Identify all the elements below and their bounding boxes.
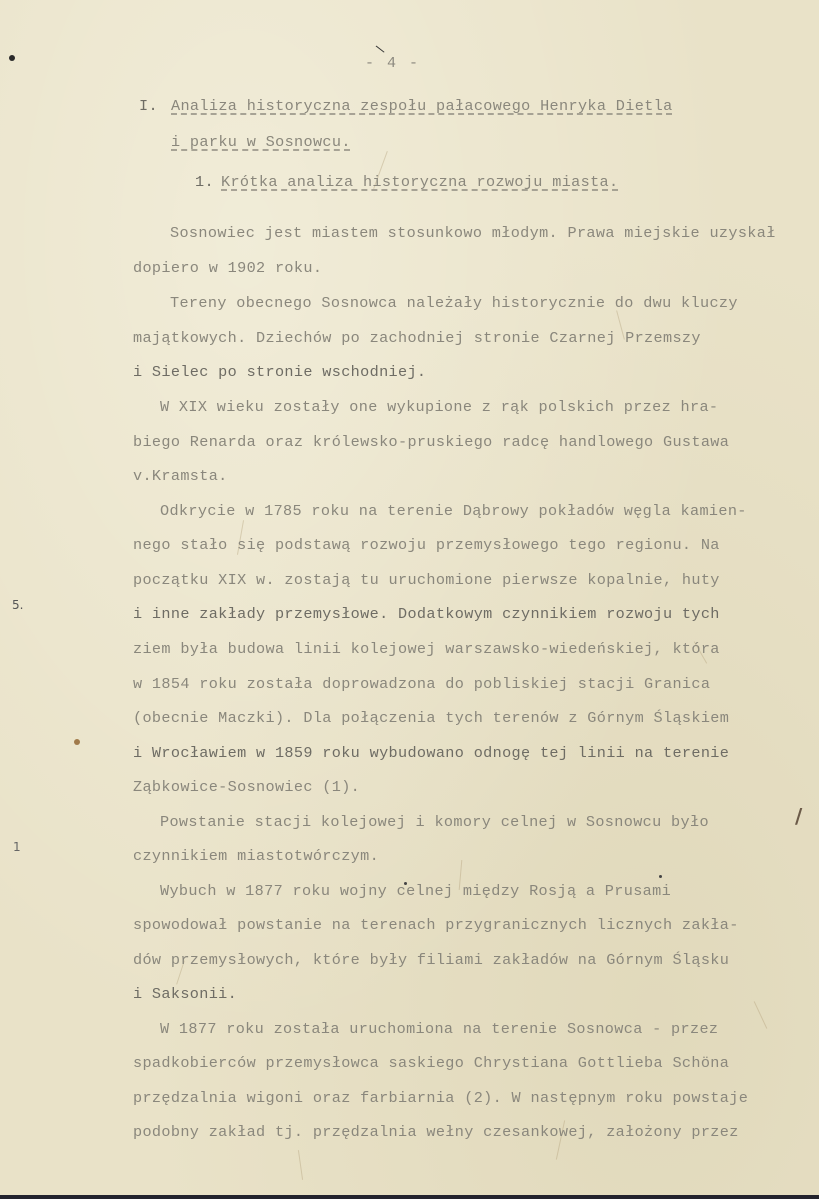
heading-numeral: I. [139,97,158,115]
body-line: spadkobierców przemysłowca saskiego Chrystiana Gottlieba Schöna [133,1054,730,1072]
margin-tick: \ [374,42,386,56]
body-line: majątkowych. Dziechów po zachodniej stronie Czarnej Przemszy [133,329,701,347]
heading-title-line1: Analiza historyczna zespołu pałacowego Henryka Dietla [171,97,673,115]
body-line: Tereny obecnego Sosnowca należały historycznie do dwu kluczy [170,294,738,312]
body-line: dopiero w 1902 roku. [133,259,323,277]
page-number: - 4 - [365,55,421,72]
body-line: W XIX wieku zostały one wykupione z rąk polskich przez hra- [160,398,719,416]
scan-bottom-edge [0,1195,819,1199]
body-line: początku XIX w. zostają tu uruchomione pierwsze kopalnie, huty [133,571,720,589]
body-line: spowodował powstanie na terenach przygranicznych licznych zakła- [133,916,739,934]
margin-mark-right-slash: / [795,804,803,828]
body-line: czynnikiem miastotwórczym. [133,847,380,865]
body-line: podobny zakład tj. przędzalnia wełny czesankowej, założony przez [133,1123,739,1141]
body-line: w 1854 roku została doprowadzona do pobliskiej stacji Granica [133,675,711,693]
body-line: W 1877 roku została uruchomiona na terenie Sosnowca - przez [160,1020,719,1038]
margin-mark-left-lower: 1 [13,840,21,854]
body-line: Wybuch w 1877 roku wojny celnej między Rosją a Prusami [160,882,672,900]
margin-mark-left-mid: 5. [12,598,24,612]
body-line: i Wrocławiem w 1859 roku wybudowano odnogę tej linii na terenie [133,744,730,762]
body-line: dów przemysłowych, które były filiami zakładów na Górnym Śląsku [133,951,730,969]
body-line: nego stało się podstawą rozwoju przemysłowego tego regionu. Na [133,536,720,554]
body-line: v.Kramsta. [133,467,228,485]
body-line: przędzalnia wigoni oraz farbiarnia (2). W następnym roku powstaje [133,1089,749,1107]
body-line: biego Renarda oraz królewsko-pruskiego radcę handlowego Gustawa [133,433,730,451]
stain-speck [74,739,80,745]
body-line: (obecnie Maczki). Dla połączenia tych terenów z Górnym Śląskiem [133,709,730,727]
subheading-title: Krótka analiza historyczna rozwoju miasta. [221,173,619,191]
body-line: i inne zakłady przemysłowe. Dodatkowym czynnikiem rozwoju tych [133,605,720,623]
subheading-numeral: 1. [195,173,214,191]
body-line: Ząbkowice-Sosnowiec (1). [133,778,361,796]
heading-title-line2: i parku w Sosnowcu. [171,133,351,151]
body-line: i Sielec po stronie wschodniej. [133,363,427,381]
body-line: Sosnowiec jest miastem stosunkowo młodym. Prawa miejskie uzyskał [170,224,776,242]
body-line: Powstanie stacji kolejowej i komory celnej w Sosnowcu było [160,813,709,831]
ink-speck [9,55,15,61]
ink-speck [659,875,662,878]
body-line: ziem była budowa linii kolejowej warszawsko-wiedeńskiej, która [133,640,720,658]
body-line: i Saksonii. [133,985,238,1003]
body-line: Odkrycie w 1785 roku na terenie Dąbrowy pokładów węgla kamien- [160,502,747,520]
